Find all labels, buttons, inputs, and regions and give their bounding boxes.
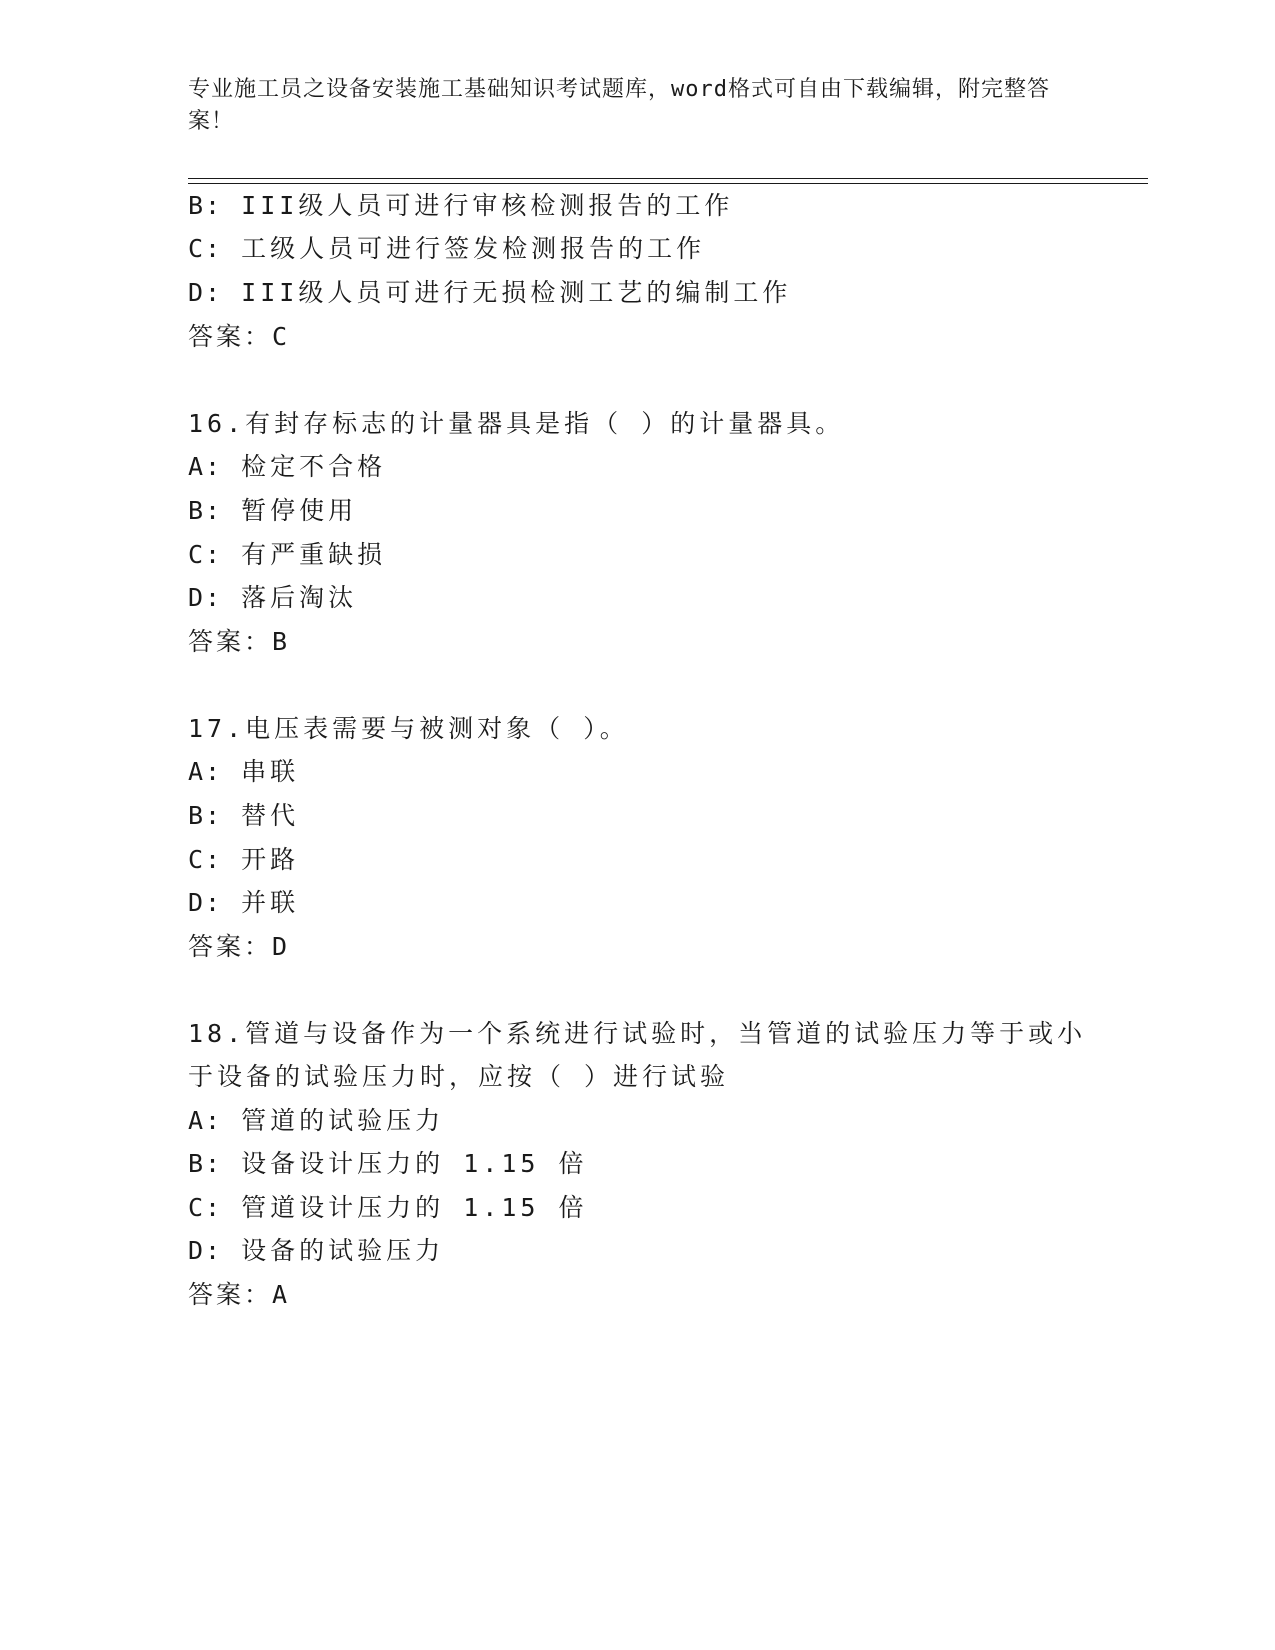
option-a [188,1105,444,1137]
option-label: B: [188,801,223,830]
option-text: 串联 [241,757,300,786]
option-text: 替代 [241,801,300,830]
answer-label: 答案： [188,627,273,656]
option-a [188,451,386,483]
option-label: B: [188,496,223,525]
option-b [188,495,357,527]
option-label: D: [188,888,223,917]
option-text: 并联 [241,888,300,917]
option-text: 管道的试验压力 [241,1106,445,1135]
option-text: 设备的试验压力 [241,1236,445,1265]
option-label: D: [188,1236,223,1265]
answer-value: A [272,1280,288,1309]
header-rule-top [188,178,1148,179]
option-label: C: [188,234,223,263]
option-label: B: [188,191,223,220]
option-d [188,887,299,919]
question-stem: 17.电压表需要与被测对象（ ）。 [188,714,629,743]
option-text: 检定不合格 [241,452,387,481]
option-label: D: [188,278,223,307]
option-text: 有严重缺损 [241,540,387,569]
option-label: C: [188,540,223,569]
option-label: B: [188,1149,223,1178]
question-stem: 16.有封存标志的计量器具是指（ ）的计量器具。 [188,409,845,438]
option-b [188,190,733,222]
option-a [188,756,299,788]
option-label: A: [188,452,223,481]
question-stem-line-1: 18.管道与设备作为一个系统进行试验时，当管道的试验压力等于或小 [188,1019,1087,1048]
option-text: 管道设计压力的 1.15 倍 [241,1193,588,1222]
option-d [188,277,791,309]
option-d [188,582,357,614]
option-b [188,1148,587,1180]
option-d [188,1235,444,1267]
option-label: C: [188,1193,223,1222]
answer-value: D [272,932,288,961]
option-text: 设备设计压力的 1.15 倍 [241,1149,588,1178]
document-page [188,0,1148,1650]
option-text: III级人员可进行审核检测报告的工作 [241,191,734,220]
option-label: A: [188,1106,223,1135]
option-text: 暂停使用 [241,496,358,525]
option-text: 落后淘汰 [241,583,358,612]
answer [188,1279,287,1311]
answer-label: 答案： [188,932,273,961]
option-c [188,539,386,571]
option-text: III级人员可进行无损检测工艺的编制工作 [241,278,792,307]
option-text: 工级人员可进行签发检测报告的工作 [241,234,706,263]
answer-label: 答案： [188,1280,273,1309]
option-label: C: [188,845,223,874]
option-label: A: [188,757,223,786]
answer-value: B [272,627,288,656]
question-stem-line-2: 于设备的试验压力时，应按（ ）进行试验 [188,1062,730,1091]
option-b [188,800,299,832]
header-rule-bottom [188,183,1148,184]
option-c [188,844,299,876]
answer [188,626,287,658]
answer-label: 答案： [188,322,273,351]
answer [188,321,287,353]
option-text: 开路 [241,845,300,874]
option-c [188,233,705,265]
document-header: 专业施工员之设备安装施工基础知识考试题库，word格式可自由下载编辑，附完整答案！ [188,77,1050,134]
option-label: D: [188,583,223,612]
option-c [188,1192,587,1224]
answer [188,931,287,963]
answer-value: C [272,322,288,351]
